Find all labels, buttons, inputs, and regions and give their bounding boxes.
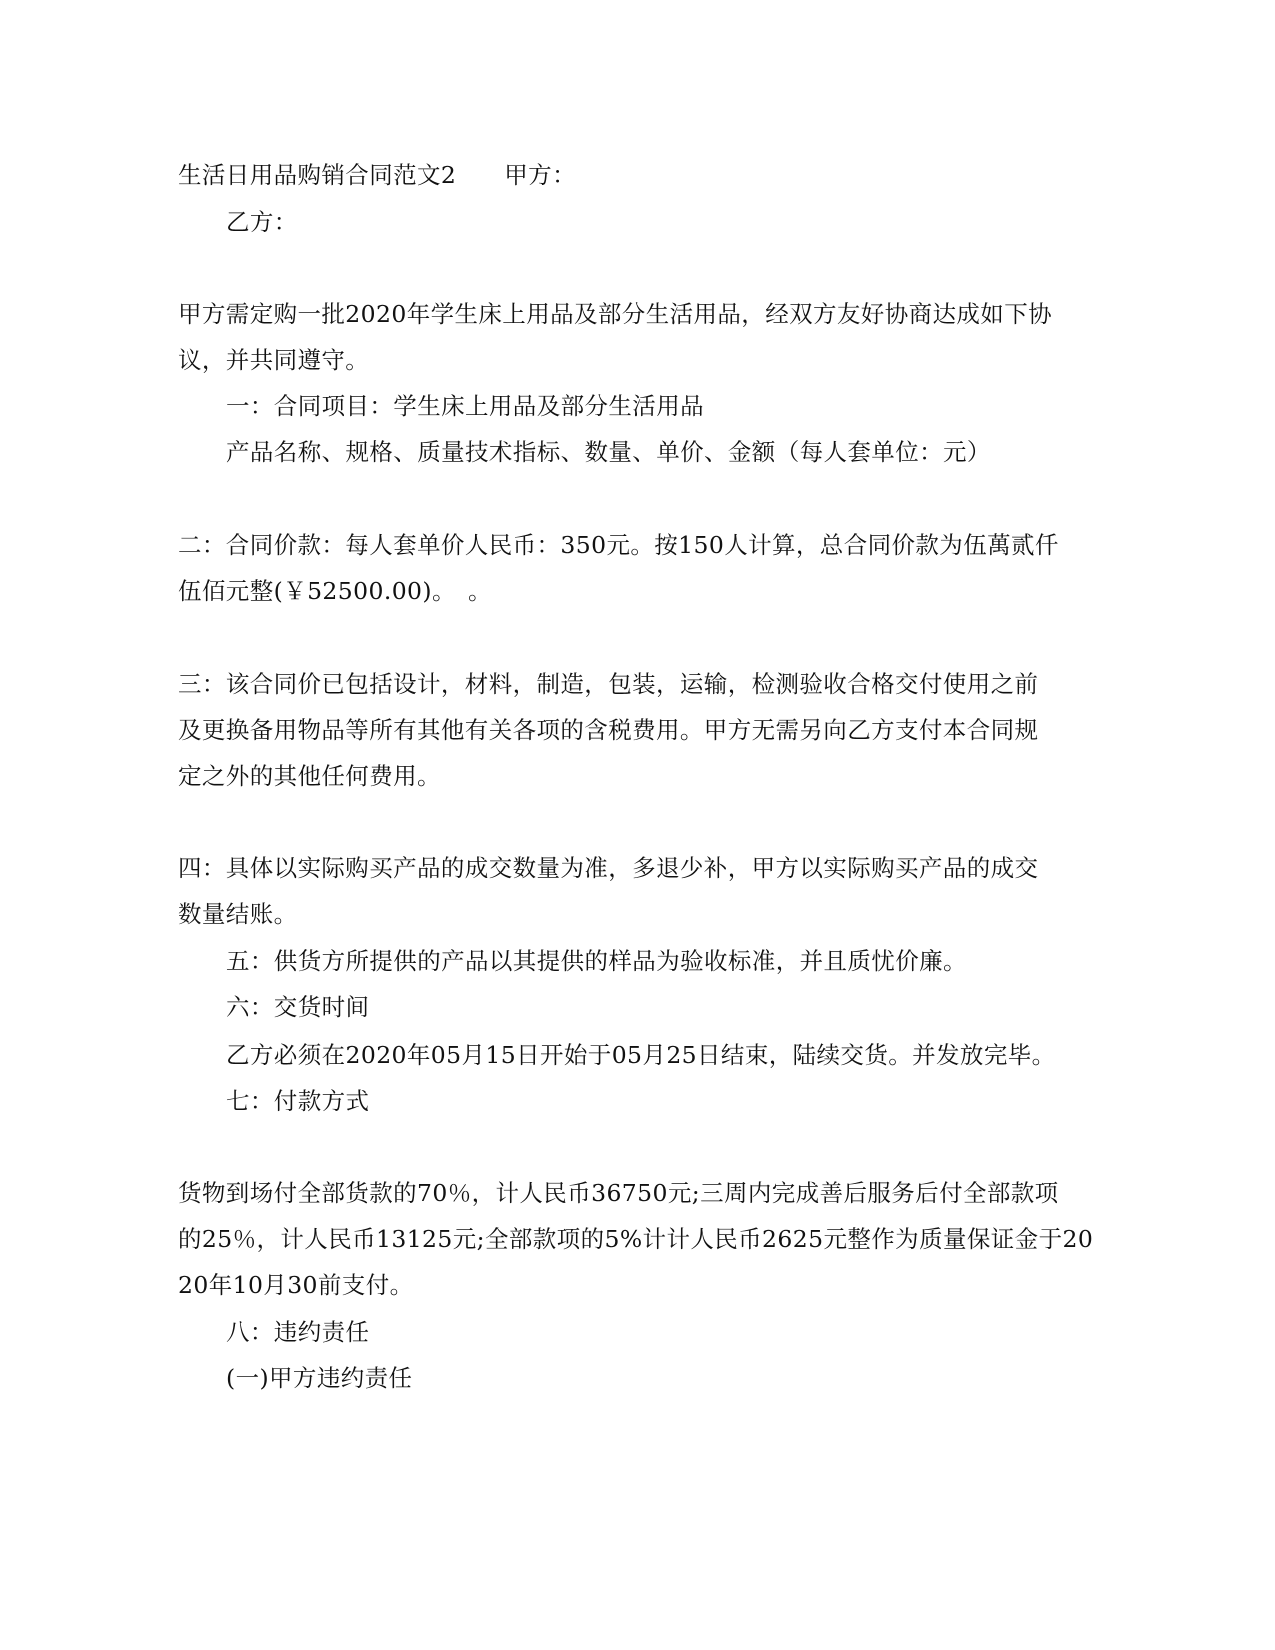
clause-7-line-2: 的25％，计人民币13125元;全部款项的5%计计人民币2625元整作为质量保证金于20 <box>178 1225 1094 1253</box>
document-title: 生活日用品购销合同范文2 <box>178 161 457 189</box>
clause-4-line-2: 数量结账。 <box>178 900 298 928</box>
clause-5: 五：供货方所提供的产品以其提供的样品为验收标准，并且质忧价廉。 <box>226 947 967 975</box>
clause-2-line-2: 伍佰元整(￥52500.00)。 。 <box>178 577 492 605</box>
clause-6-heading: 六：交货时间 <box>226 993 370 1021</box>
clause-3-line-1: 三：该合同价已包括设计，材料，制造，包装，运输，检测验收合格交付使用之前 <box>178 670 1039 698</box>
clause-7-line-3: 20年10月30前支付。 <box>178 1271 414 1299</box>
clause-4-line-1: 四：具体以实际购买产品的成交数量为准，多退少补，甲方以实际购买产品的成交 <box>178 854 1039 882</box>
clause-1-heading: 一：合同项目：学生床上用品及部分生活用品 <box>226 392 704 420</box>
clause-2-line-1: 二：合同价款：每人套单价人民币：350元。按150人计算，总合同价款为伍萬贰仟 <box>178 531 1059 559</box>
clause-6-body: 乙方必须在2020年05月15日开始于05月25日结束，陆续交货。并发放完毕。 <box>226 1041 1056 1069</box>
clause-1-subline: 产品名称、规格、质量技术指标、数量、单价、金额（每人套单位：元） <box>226 438 991 466</box>
intro-line-1: 甲方需定购一批2020年学生床上用品及部分生活用品，经双方友好协商达成如下协 <box>178 300 1053 328</box>
clause-8-sub-1: (一)甲方违约责任 <box>226 1364 413 1392</box>
clause-3-line-2: 及更换备用物品等所有其他有关各项的含税费用。甲方无需另向乙方支付本合同规 <box>178 716 1039 744</box>
clause-8-heading: 八：违约责任 <box>226 1318 370 1346</box>
title-line <box>178 160 576 190</box>
intro-line-2: 议，并共同遵守。 <box>178 346 370 374</box>
clause-3-line-3: 定之外的其他任何费用。 <box>178 762 441 790</box>
party-a-label: 甲方： <box>504 161 576 189</box>
clause-7-heading: 七：付款方式 <box>226 1087 370 1115</box>
clause-7-line-1: 货物到场付全部货款的70％，计人民币36750元;三周内完成善后服务后付全部款项 <box>178 1179 1059 1207</box>
party-b-label: 乙方： <box>226 208 298 236</box>
